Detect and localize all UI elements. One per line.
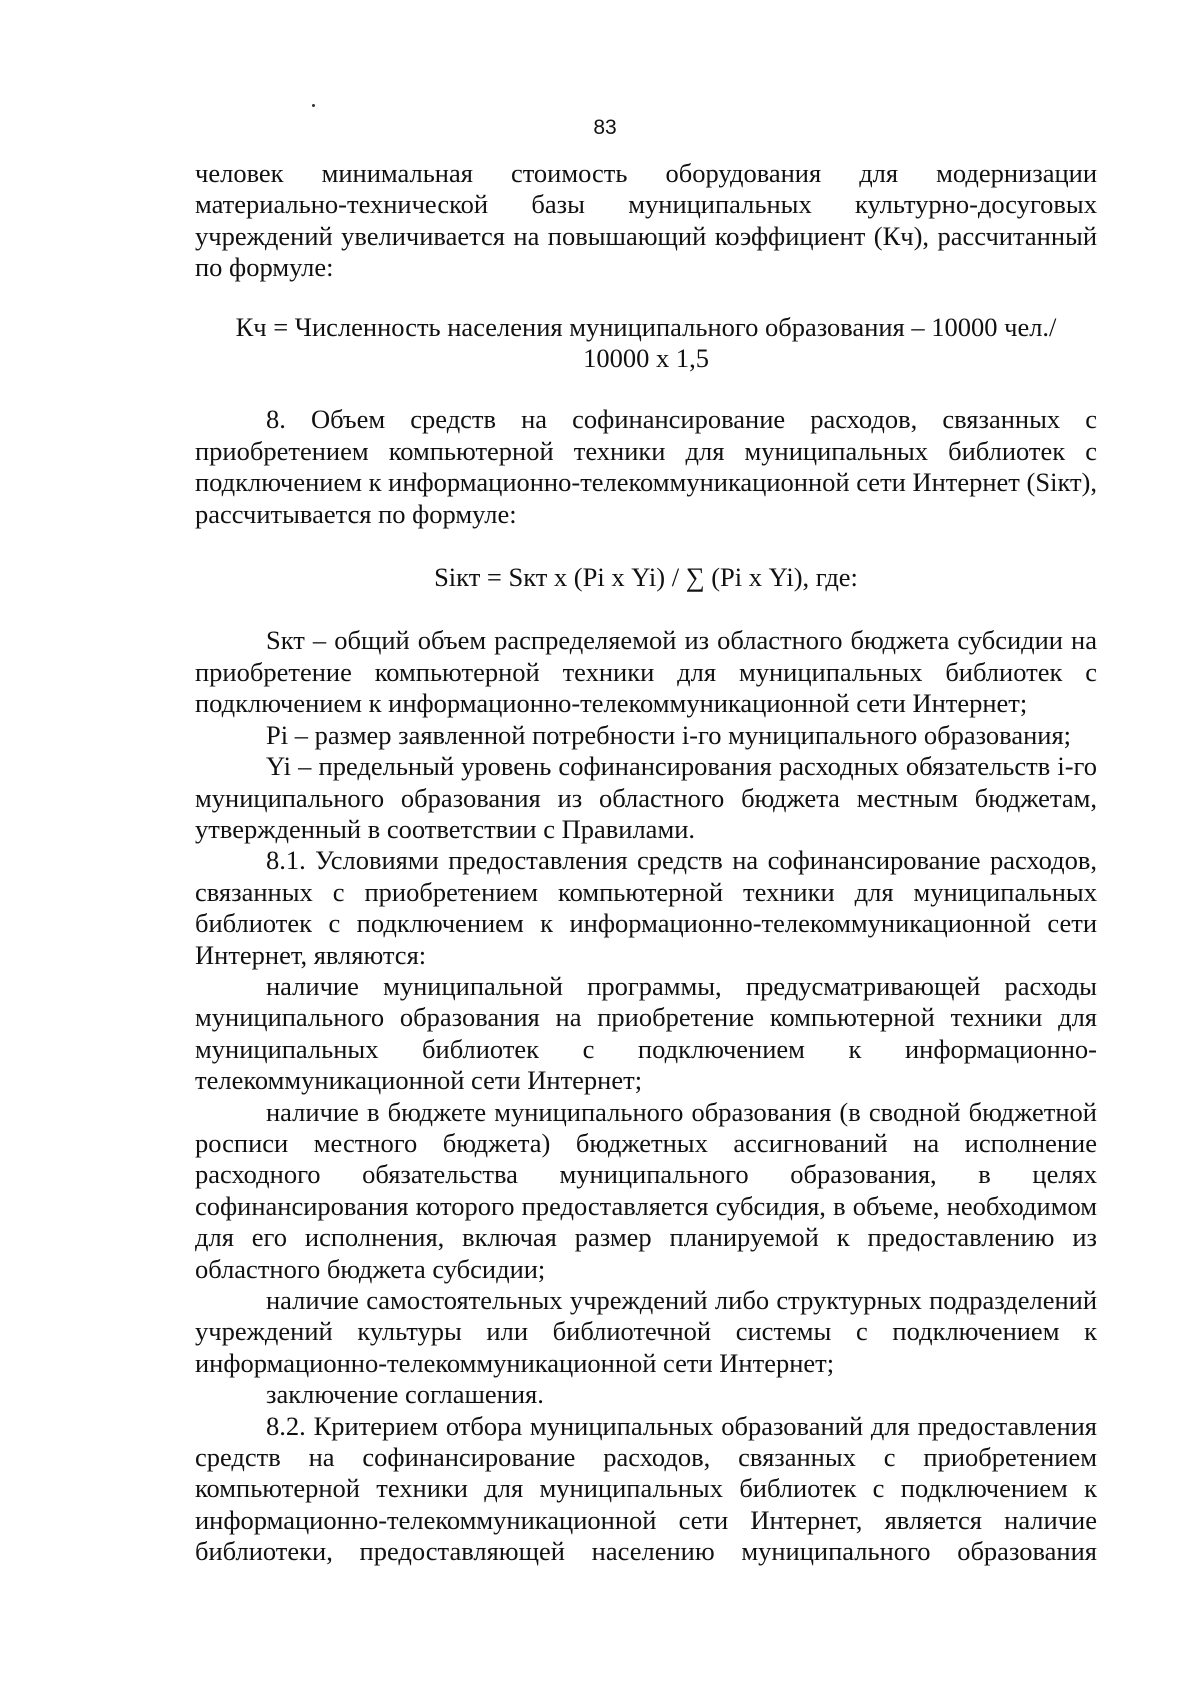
document-body bbox=[195, 158, 1097, 1568]
paragraph-intro: человек минимальная стоимость оборудования для модернизации материально-технической базы муниципальных культурно-досуговых учреждений увеличивается на повышающий коэффициент (Кч), рассчитанный по формуле: bbox=[195, 158, 1097, 283]
paragraph-8-2: 8.2. Критерием отбора муниципальных образований для предоставления средств на софинансирование расходов, связанных с приобретением компьютерной техники для муниципальных библиотек с подключением к информационно-телекоммуникационной сети Интернет, является наличие библиотеки, предоставляющей населению муниципального образования bbox=[195, 1410, 1097, 1567]
formula-kch-line1: Кч = Численность населения муниципального образования – 10000 чел./ bbox=[235, 311, 1057, 342]
scan-speck bbox=[312, 104, 315, 107]
condition-institutions: наличие самостоятельных учреждений либо структурных подразделений учреждений культуры или библиотечной системы с подключением к информационно-телекоммуникационной сети Интернет; bbox=[195, 1285, 1097, 1378]
definition-pi: Pi – размер заявленной потребности i-го муниципального образования; bbox=[266, 719, 1071, 750]
paragraph-8: 8. Объем средств на софинансирование расходов, связанных с приобретением компьютерной техники для муниципальных библиотек с подключением к информационно-телекоммуникационной сети Интернет (Siкт), рассчитывается по формуле: bbox=[195, 404, 1097, 529]
condition-agreement: заключение соглашения. bbox=[266, 1379, 544, 1410]
formula-kch-line2: 10000 х 1,5 bbox=[583, 343, 709, 374]
condition-budget: наличие в бюджете муниципального образования (в сводной бюджетной росписи местного бюджета) бюджетных ассигнований на исполнение расходного обязательства муниципального образования, в целях софинансирования которого предоставляется субсидия, в объеме, необходимом для его исполнения, включая размер планируемой к предоставлению из областного бюджета субсидии; bbox=[195, 1096, 1097, 1284]
condition-program: наличие муниципальной программы, предусматривающей расходы муниципального образования на приобретение компьютерной техники для муниципальных библиотек с подключением к информационно-телекоммуникационной сети Интернет; bbox=[195, 970, 1097, 1096]
definition-skt: Sкт – общий объем распределяемой из областного бюджета субсидии на приобретение компьютерной техники для муниципальных библиотек с подключением к информационно-телекоммуникационной сети Интернет; bbox=[195, 625, 1097, 719]
formula-sikt: Siкт = Sкт х (Pi х Yi) / ∑ (Pi х Yi), где: bbox=[434, 562, 858, 593]
definition-yi: Yi – предельный уровень софинансирования расходных обязательств i-го муниципального образования из областного бюджета местным бюджетам, утвержденный в соответствии с Правилами. bbox=[195, 751, 1097, 844]
paragraph-8-1: 8.1. Условиями предоставления средств на софинансирование расходов, связанных с приобретением компьютерной техники для муниципальных библиотек с подключением к информационно-телекоммуникационной сети Интернет, являются: bbox=[195, 845, 1097, 970]
page-number: 83 bbox=[593, 116, 617, 139]
